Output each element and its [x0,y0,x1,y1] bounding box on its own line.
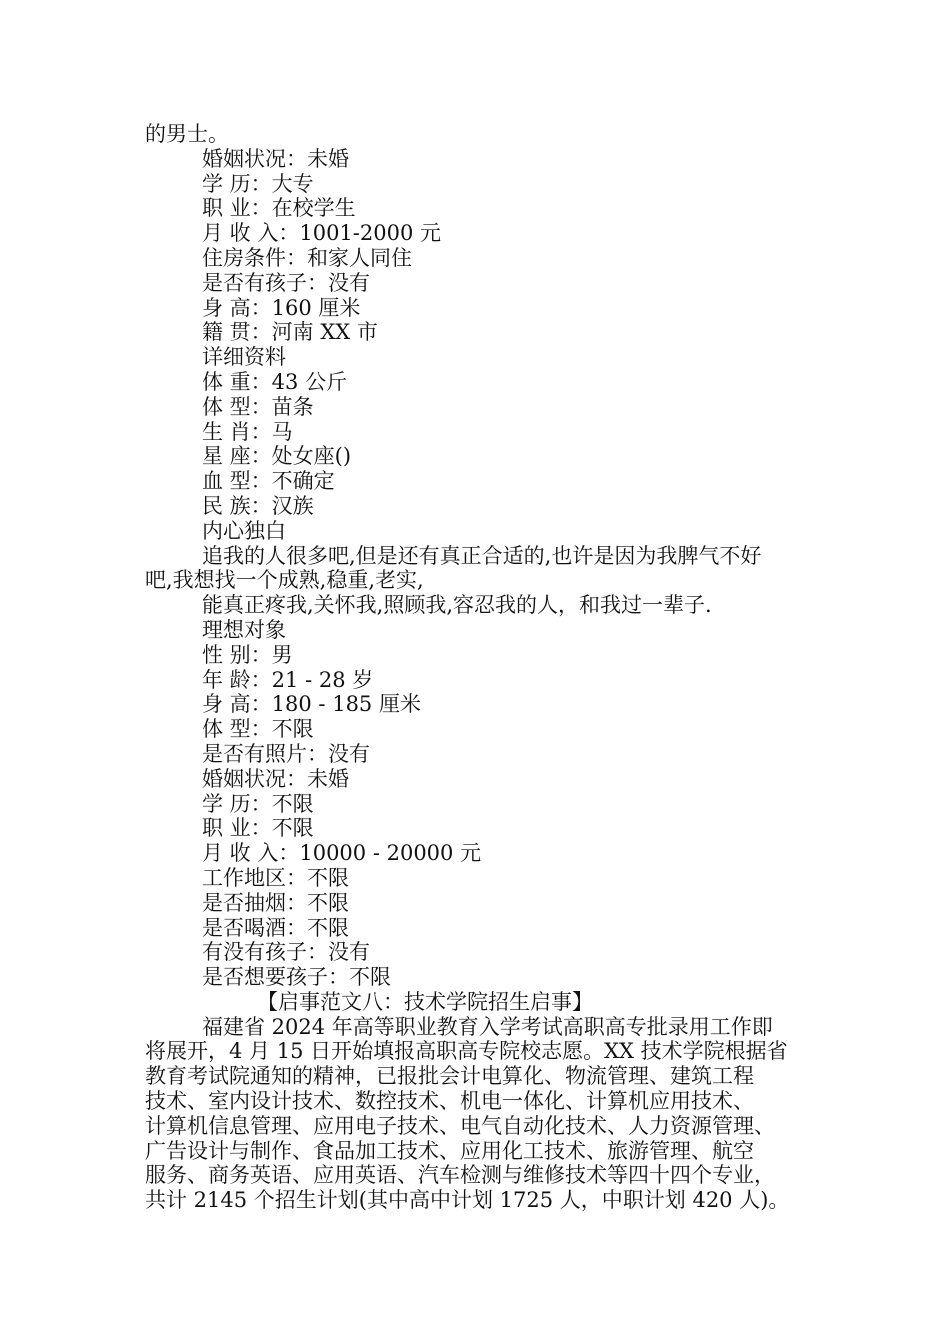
text-line: 住房条件：和家人同住 [202,245,412,270]
paragraph-line: 福建省 2024 年高等职业教育入学考试高职高专批录用工作即 [202,1014,773,1039]
text-line: 详细资料 [202,345,286,370]
text-line: 是否有孩子：没有 [202,270,370,295]
text-line: 能真正疼我,关怀我,照顾我,容忍我的人，和我过一辈子. [202,593,712,618]
text-line: 月 收 入：10000 - 20000 元 [202,841,482,866]
text-line: 有没有孩子：没有 [202,940,370,965]
paragraph-line: 技术、室内设计技术、数控技术、机电一体化、计算机应用技术、 [145,1089,754,1114]
paragraph-line: 计算机信息管理、应用电子技术、电气自动化技术、人力资源管理、 [145,1113,775,1138]
text-line: 生 肖：马 [202,419,293,444]
text-line: 民 族：汉族 [202,493,314,518]
paragraph-line: 教育考试院通知的精神，已报批会计电算化、物流管理、建筑工程 [145,1064,754,1089]
text-line: 籍 贯：河南 XX 市 [202,320,378,345]
text-line: 的男士。 [145,122,229,146]
text-line: 内心独白 [202,518,286,543]
text-line: 血 型：不确定 [202,469,335,494]
text-line: 身 高：180 - 185 厘米 [202,692,421,717]
text-line: 职 业：在校学生 [202,196,356,221]
text-line: 年 龄：21 - 28 岁 [202,667,374,692]
text-line: 是否抽烟：不限 [202,890,349,915]
admission-paragraph [145,1015,825,1213]
paragraph-line: 服务、商务英语、应用英语、汽车检测与维修技术等四十四个专业， [145,1163,775,1188]
profile-lines [145,122,825,990]
text-line: 月 收 入：1001-2000 元 [202,221,442,246]
text-line: 体 型：不限 [202,717,314,742]
text-line: 婚姻状况：未婚 [202,146,349,171]
text-line: 体 型：苗条 [202,394,314,419]
document-body [145,122,825,1213]
text-line: 身 高：160 厘米 [202,295,361,320]
text-line: 婚姻状况：未婚 [202,766,349,791]
paragraph-line: 广告设计与制作、食品加工技术、应用化工技术、旅游管理、航空 [145,1138,754,1163]
text-line: 是否想要孩子：不限 [202,965,391,990]
text-line: 理想对象 [202,617,286,642]
text-line: 学 历：不限 [202,791,314,816]
paragraph-line: 共计 2145 个招生计划(其中高中计划 1725 人，中职计划 420 人)。 [145,1188,790,1213]
text-line: 学 历：大专 [202,171,314,196]
text-line: 是否有照片：没有 [202,741,370,766]
text-line: 星 座：处女座() [202,444,352,469]
text-line: 吧,我想找一个成熟,稳重,老实, [145,568,424,593]
text-line: 工作地区：不限 [202,865,349,890]
text-line: 体 重：43 公斤 [202,369,348,394]
text-line: 追我的人很多吧,但是还有真正合适的,也许是因为我脾气不好 [202,543,762,568]
section-heading: 【启事范文八：技术学院招生启事】 [257,989,593,1014]
paragraph-line: 将展开，4 月 15 日开始填报高职高专院校志愿。XX 技术学院根据省 [145,1039,788,1064]
text-line: 性 别：男 [202,642,293,667]
text-line: 是否喝酒：不限 [202,915,349,940]
text-line: 职 业：不限 [202,816,314,841]
